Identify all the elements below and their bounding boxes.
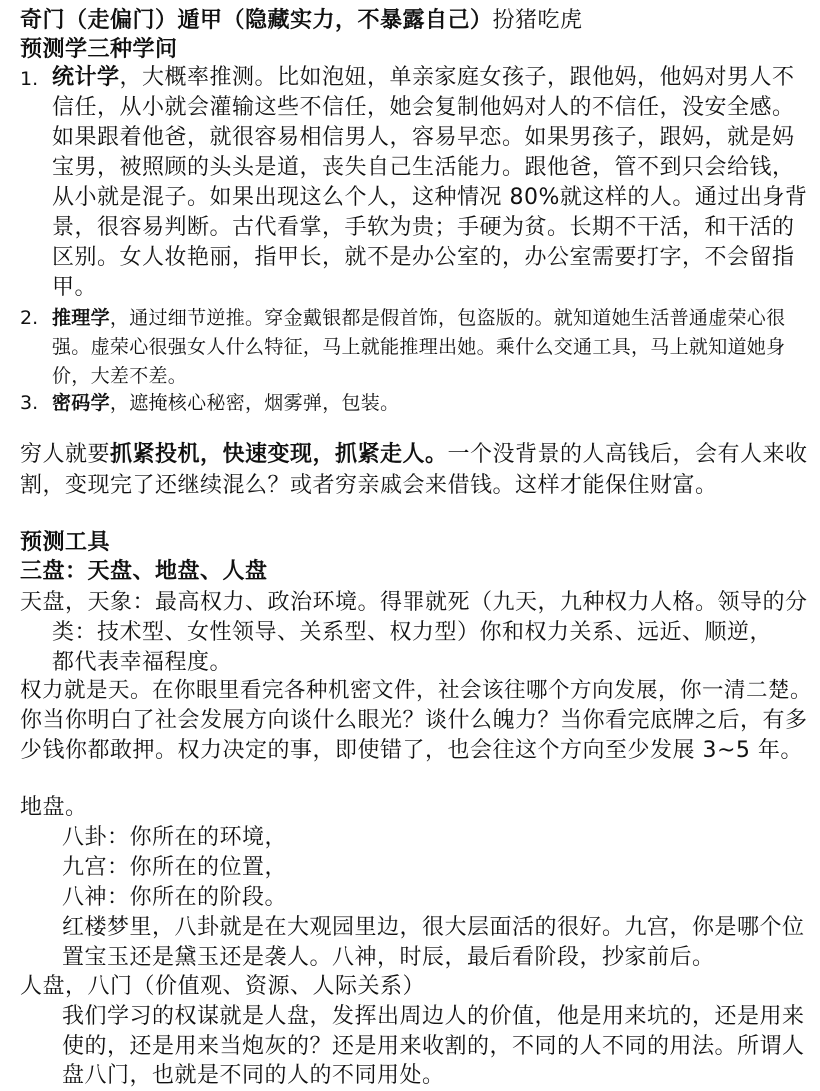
paragraph-line: 八神：你所在的阶段。 [62,885,288,910]
paragraph-line: 类：技术型、女性领导、关系型、权力型）你和权力关系、远近、顺逆， [52,620,773,645]
section-heading: 地盘。 [20,795,88,820]
list-item-line: 甲。 [52,275,98,300]
list-number: 3. [20,392,39,414]
list-term: 密码学 [52,392,110,414]
paragraph-line: 权力就是天。在你眼里看完各种机密文件，社会该往哪个方向发展，你一清二楚。 [20,678,813,703]
list-term: 推理学 [52,307,110,329]
section-heading: 三盘：天盘、地盘、人盘 [20,559,268,584]
list-item-line: 密码学，遮掩核心秘密，烟雾弹，包装。 [52,392,400,414]
paragraph-line: 割，变现完了还继续混么？或者穷亲戚会来借钱。这样才能保住财富。 [20,473,718,498]
paragraph-line: 天盘，天象：最高权力、政治环境。得罪就死（九天，九种权力人格。领导的分 [20,590,808,615]
list-item-line: 价，大差不差。 [52,365,188,387]
paragraph-line: 都代表幸福程度。 [52,650,233,675]
subtitle: 预测学三种学问 [20,37,178,62]
list-item-line: 宝男，被照顾的头头是道，丧失自己生活能力。跟他爸，管不到只会给钱， [52,155,795,180]
paragraph-line: 你当你明白了社会发展方向谈什么眼光？谈什么魄力？当你看完底牌之后，有多 [20,708,808,733]
emphasis-text: 抓紧投机，快速变现，抓紧走人。 [110,442,448,467]
paragraph-line: 我们学习的权谋就是人盘，发挥出周边人的价值，他是用来坑的，还是用来 [62,1004,805,1029]
list-term: 统计学 [52,65,120,90]
paragraph-line: 红楼梦里，八卦就是在大观园里边，很大层面活的很好。九宫，你是哪个位 [62,915,805,940]
paragraph-line: 盘八门，也就是不同的人的不同用处。 [62,1063,445,1088]
paragraph-line: 穷人就要抓紧投机，快速变现，抓紧走人。一个没背景的人高钱后，会有人来收 [20,442,808,467]
paragraph-line: 八卦：你所在的环境， [62,825,288,850]
paragraph-line: 使的，还是用来当炮灰的？还是用来收割的，不同的人不同的用法。所谓人 [62,1034,805,1059]
list-item-line: 推理学，通过细节逆推。穿金戴银都是假首饰，包盗版的。就知道她生活普通虚荣心很 [52,307,786,329]
list-number: 2. [20,307,39,329]
section-heading: 预测工具 [20,530,111,555]
list-item-line: 统计学，大概率推测。比如泡妞，单亲家庭女孩子，跟他妈，他妈对男人不 [52,65,795,90]
paragraph-line: 置宝玉还是黛玉还是袭人。八神，时辰，最后看阶段，抄家前后。 [62,945,715,970]
list-item-line: 信任，从小就会灌输这些不信任，她会复制他妈对人的不信任，没安全感。 [52,95,795,120]
section-heading: 人盘，八门（价值观、资源、人际关系） [20,974,426,999]
list-item-line: 强。虚荣心很强女人什么特征，马上就能推理出她。乘什么交通工具，马上就知道她身 [52,336,786,358]
list-number: 1. [20,68,39,90]
list-item-line: 景，很容易判断。古代看掌，手软为贵；手硬为贫。长期不干活，和干活的 [52,215,795,240]
document-title [20,6,583,36]
title-main: 奇门（走偏门）遁甲（隐藏实力，不暴露自己） [20,8,493,33]
list-item-line: 区别。女人妆艳丽，指甲长，就不是办公室的，办公室需要打字，不会留指 [52,245,795,270]
list-item-line: 如果跟着他爸，就很容易相信男人，容易早恋。如果男孩子，跟妈，就是妈 [52,125,795,150]
title-tail: 扮猪吃虎 [492,8,583,33]
paragraph-line: 九宫：你所在的位置， [62,855,288,880]
paragraph-line: 少钱你都敢押。权力决定的事，即使错了，也会往这个方向至少发展 3~5 年。 [20,738,803,763]
list-item-line: 从小就是混子。如果出现这么个人，这种情况 80%就这样的人。通过出身背 [52,185,808,210]
